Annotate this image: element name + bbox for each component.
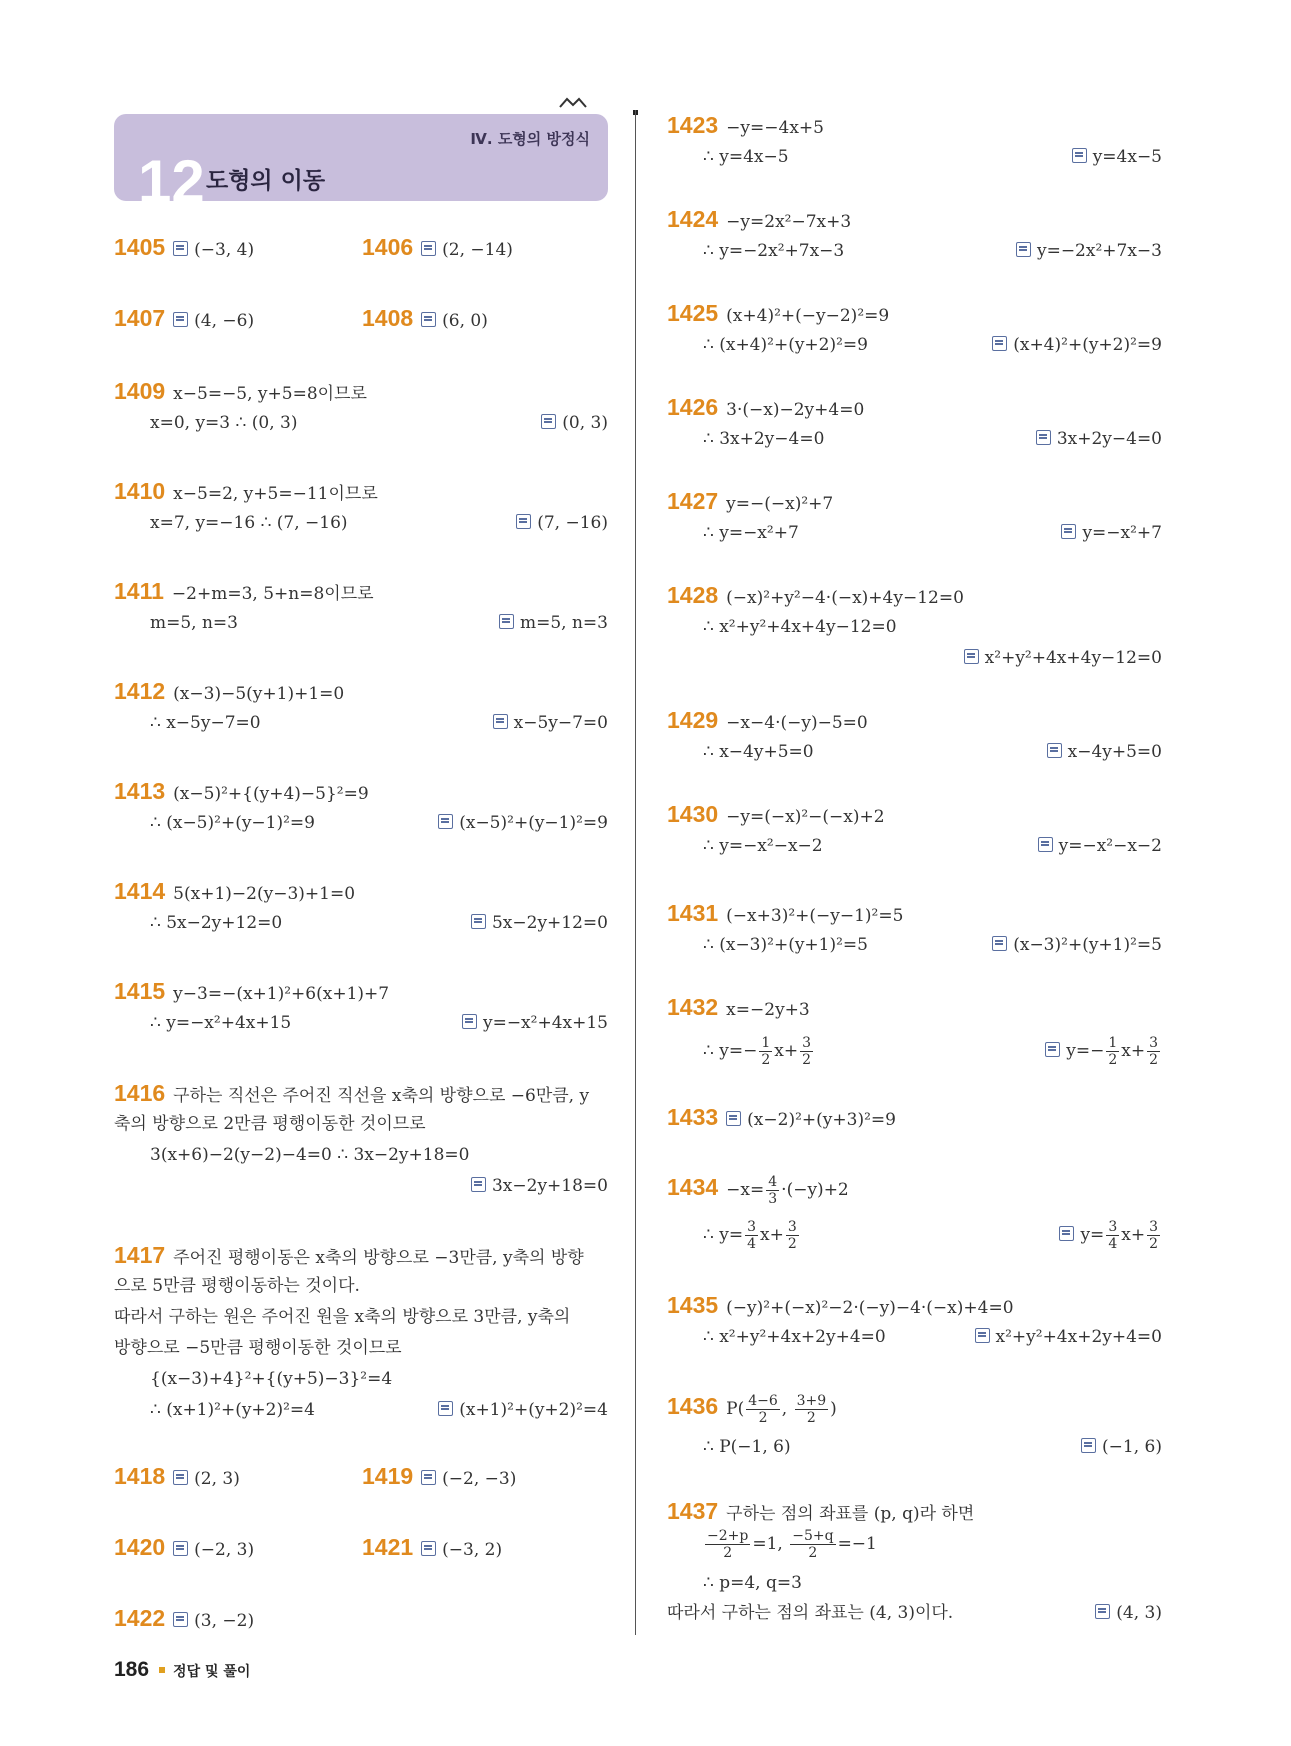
answer-icon [1072,148,1087,163]
answer-text: x−5y−7=0 [513,713,608,733]
solution-line: 5(x+1)−2(y−3)+1=0 [173,884,356,904]
problem-number: 1427 [667,488,719,514]
solution-line: ∴ x−5y−7=0 [150,713,261,733]
answer-text: (−3, 4) [194,240,255,260]
fraction: $\frac{-2+p}{2}$ [707,1528,749,1561]
answer-icon [992,336,1007,351]
problem-number: 1431 [667,900,719,926]
answer-text: (0, 3) [562,413,608,433]
problem-number: 1416 [114,1080,166,1106]
answer-icon [493,714,508,729]
answer-icon [1036,430,1051,445]
fraction: $\frac{3}{2}$ [1149,1035,1158,1068]
problem-number: 1435 [667,1292,719,1318]
answer-icon [173,1612,188,1627]
answer-text: (3, −2) [194,1611,255,1631]
solution-line: 구하는 직선은 주어진 직선을 x축의 방향으로 −6만큼, y [173,1086,590,1106]
problem-number: 1421 [362,1534,414,1560]
solution-line: ∴ y=−x²+4x+15 [150,1013,292,1033]
answer: y=− $\frac{1}{2}$ x+ $\frac{3}{2}$ [1045,1032,1162,1070]
answer-icon [1038,837,1053,852]
answer-icon [1059,1226,1074,1241]
answer-icon [1081,1438,1096,1453]
answer-icon [499,614,514,629]
problem-number: 1430 [667,801,719,827]
problem-number: 1437 [667,1498,719,1524]
solution-line: 축의 방향으로 2만큼 평행이동한 것이므로 [114,1114,426,1134]
problem-number: 1409 [114,378,166,404]
fraction: $\frac{3}{4}$ [747,1219,756,1252]
answer-text: (6, 0) [442,311,488,331]
answer-text: (4, 3) [1116,1603,1162,1623]
answer-icon [471,1177,486,1192]
fraction: $\frac{-5+q}{2}$ [792,1528,834,1561]
fraction: $\frac{3}{4}$ [1108,1219,1118,1252]
answer-icon [516,514,531,529]
answer-text: x²+y²+4x+4y−12=0 [984,648,1162,668]
fraction: $\frac{3}{2}$ [802,1035,811,1068]
answer-text: 3x+2y−4=0 [1056,429,1162,449]
answer-icon [173,312,188,327]
answer-icon [1016,242,1031,257]
answer-text: (x+1)²+(y+2)²=4 [459,1400,608,1420]
problem-number: 1419 [362,1463,414,1489]
answer-text: (2, −14) [442,240,513,260]
fraction: $\frac{4-6}{2}$ [748,1393,778,1426]
solution-line: −2+m=3, 5+n=8이므로 [171,584,374,604]
solution-line: ∴ (x+4)²+(y+2)²=9 [703,335,868,355]
problem-number: 1417 [114,1242,166,1268]
answer-icon [964,649,979,664]
solution-line: m=5, n=3 [150,613,238,633]
fraction: $\frac{3}{2}$ [1149,1219,1158,1252]
problem-number: 1436 [667,1393,719,1419]
footer-label: 정답 및 풀이 [173,1664,251,1680]
answer-icon [438,814,453,829]
solution-line: x−5=−5, y+5=8이므로 [173,384,367,404]
solution-line: y−3=−(x+1)²+6(x+1)+7 [173,984,390,1004]
fraction: $\frac{4}{3}$ [768,1174,778,1207]
answer-icon [462,1014,477,1029]
problem-number: 1425 [667,300,719,326]
solution-line: ∴ x²+y²+4x+2y+4=0 [703,1327,886,1347]
solution-line: 따라서 구하는 원은 주어진 원을 x축의 방향으로 3만큼, y축의 [114,1307,571,1327]
answer-text: y=4x−5 [1092,147,1162,167]
problem-number: 1424 [667,206,719,232]
problem-number: 1423 [667,112,719,138]
answer-text: 5x−2y+12=0 [491,913,608,933]
solution-line: ∴ x−4y+5=0 [703,742,814,762]
caret-icon [558,95,588,109]
answer-icon [173,1541,188,1556]
solution-line: −y=(−x)²−(−x)+2 [726,807,885,827]
answer-icon [421,312,436,327]
solution-line: (−x)²+y²−4·(−x)+4y−12=0 [726,588,964,608]
answer-text: y=−x²−x−2 [1058,836,1162,856]
answer-text: (x−5)²+(y−1)²=9 [459,813,608,833]
solution-line: $\frac{-2+p}{2}$ =1, $\frac{-5+q}{2}$ =−1 [707,1528,877,1561]
answer-icon [975,1328,990,1343]
solution-line: ∴ y=−x²−x−2 [703,836,823,856]
answer-icon [173,1470,188,1485]
solution-line: ∴ y=−2x²+7x−3 [703,241,845,261]
problem-number: 1406 [362,234,414,260]
solution-line: 3(x+6)−2(y−2)−4=0 ∴ 3x−2y+18=0 [150,1145,470,1165]
problem-number: 1420 [114,1534,166,1560]
page-number: 186 [114,1658,150,1681]
answer-text: (2, 3) [194,1469,240,1489]
solution-line: 방향으로 −5만큼 평행이동한 것이므로 [114,1338,402,1358]
problem-number: 1434 [667,1174,719,1200]
answer-text: (−3, 2) [442,1540,503,1560]
answer-icon [1095,1604,1110,1619]
problem-number: 1412 [114,678,166,704]
solution-line: 3·(−x)−2y+4=0 [726,400,865,420]
solution-line: x=0, y=3 ∴ (0, 3) [150,413,298,433]
chapter-number: 12 [138,148,205,215]
solution-line: ∴ P(−1, 6) [703,1437,791,1457]
solution-line: (x−5)²+{(y+4)−5}²=9 [173,784,369,804]
problem-number: 1433 [667,1104,719,1130]
solution-line: (−y)²+(−x)²−2·(−y)−4·(−x)+4=0 [726,1298,1014,1318]
solution-line: {(x−3)+4}²+{(y+5)−3}²=4 [150,1369,393,1389]
answer-text: (7, −16) [537,513,608,533]
solution-line: ∴ (x−5)²+(y−1)²=9 [150,813,315,833]
answer-text: (x+4)²+(y+2)²=9 [1013,335,1162,355]
answer-icon [471,914,486,929]
answer: y= $\frac{3}{4}$ x+ $\frac{3}{2}$ [1059,1216,1162,1254]
problem-number: 1432 [667,994,719,1020]
answer-icon [438,1401,453,1416]
answer-text: (4, −6) [194,311,255,331]
problem-number: 1415 [114,978,166,1004]
answer-text: y=−x²+7 [1082,523,1162,543]
chapter-title: 도형의 이동 [206,168,326,194]
answer-icon [173,241,188,256]
solution-line: ∴ y=− $\frac{1}{2}$ x+ $\frac{3}{2}$ [703,1035,811,1068]
problem-number: 1405 [114,234,166,260]
problem-number: 1407 [114,305,166,331]
solution-line: 구하는 점의 좌표를 (p, q)라 하면 [726,1504,975,1524]
solution-line: −x−4·(−y)−5=0 [726,713,868,733]
solution-line: ∴ y=−x²+7 [703,523,799,543]
answer-text: (−1, 6) [1102,1437,1162,1457]
solution-line: 따라서 구하는 점의 좌표는 (4, 3)이다. [667,1603,954,1623]
column-divider [635,110,636,1635]
solution-line: −y=2x²−7x+3 [726,212,852,232]
answer-text: y=−x²+4x+15 [482,1013,608,1033]
problem-number: 1410 [114,478,166,504]
solution-line: x=−2y+3 [726,1000,810,1020]
answer-icon [421,241,436,256]
solution-line: −y=−4x+5 [726,118,824,138]
problem-number: 1413 [114,778,166,804]
solution-line: ∴ x²+y²+4x+4y−12=0 [703,617,897,637]
answer-text: (−2, 3) [194,1540,255,1560]
answer-icon [992,936,1007,951]
answer-text: 3x−2y+18=0 [491,1176,608,1196]
solution-line: (x−3)−5(y+1)+1=0 [173,684,345,704]
answer-text: x²+y²+4x+2y+4=0 [995,1327,1162,1347]
solution-line: x−5=2, y+5=−11이므로 [173,484,378,504]
solution-line: ∴ p=4, q=3 [703,1573,802,1593]
square-icon [159,1667,165,1673]
answer-text: x−4y+5=0 [1067,742,1162,762]
solution-line: ∴ 5x−2y+12=0 [150,913,283,933]
fraction: $\frac{1}{2}$ [761,1035,771,1068]
answer-text: (x−3)²+(y+1)²=5 [1013,935,1162,955]
solution-line: (x+4)²+(−y−2)²=9 [726,306,890,326]
answer-icon [1061,524,1076,539]
problem-number: 1408 [362,305,414,331]
chapter-header [114,114,608,215]
page-footer [114,1658,250,1682]
solution-line: ∴ 3x+2y−4=0 [703,429,825,449]
solution-line: ∴ (x−3)²+(y+1)²=5 [703,935,868,955]
solution-line: ∴ y= $\frac{3}{4}$ x+ $\frac{3}{2}$ [703,1219,797,1252]
answer-text: y=−2x²+7x−3 [1036,241,1162,261]
problem-number: 1426 [667,394,719,420]
answer-icon [421,1470,436,1485]
problem-number: 1414 [114,878,166,904]
solution-line: x=7, y=−16 ∴ (7, −16) [150,513,348,533]
answer-icon [726,1111,741,1126]
answer-icon [541,414,556,429]
answer-icon [1045,1042,1060,1057]
answer-icon [1047,743,1062,758]
section-label: Ⅳ. 도형의 방정식 [470,130,590,148]
problem-number: 1418 [114,1463,166,1489]
solution-line: 으로 5만큼 평행이동하는 것이다. [114,1276,360,1296]
problem-number: 1411 [114,578,164,604]
answer-text: (x−2)²+(y+3)²=9 [747,1110,896,1130]
fraction: $\frac{3}{2}$ [787,1219,797,1252]
problem-number: 1428 [667,582,719,608]
fraction: $\frac{1}{2}$ [1108,1035,1118,1068]
solution-line: 주어진 평행이동은 x축의 방향으로 −3만큼, y축의 방향 [173,1248,584,1268]
problem-number: 1422 [114,1605,166,1631]
solution-line: y=−(−x)²+7 [726,494,834,514]
problem-number: 1429 [667,707,719,733]
solution-line: ∴ y=4x−5 [703,147,789,167]
fraction: $\frac{3+9}{2}$ [796,1393,827,1426]
solution-line: (−x+3)²+(−y−1)²=5 [726,906,904,926]
solution-line: ∴ (x+1)²+(y+2)²=4 [150,1400,315,1420]
answer-icon [421,1541,436,1556]
answer-text: m=5, n=3 [520,613,608,633]
answer-text: (−2, −3) [442,1469,517,1489]
